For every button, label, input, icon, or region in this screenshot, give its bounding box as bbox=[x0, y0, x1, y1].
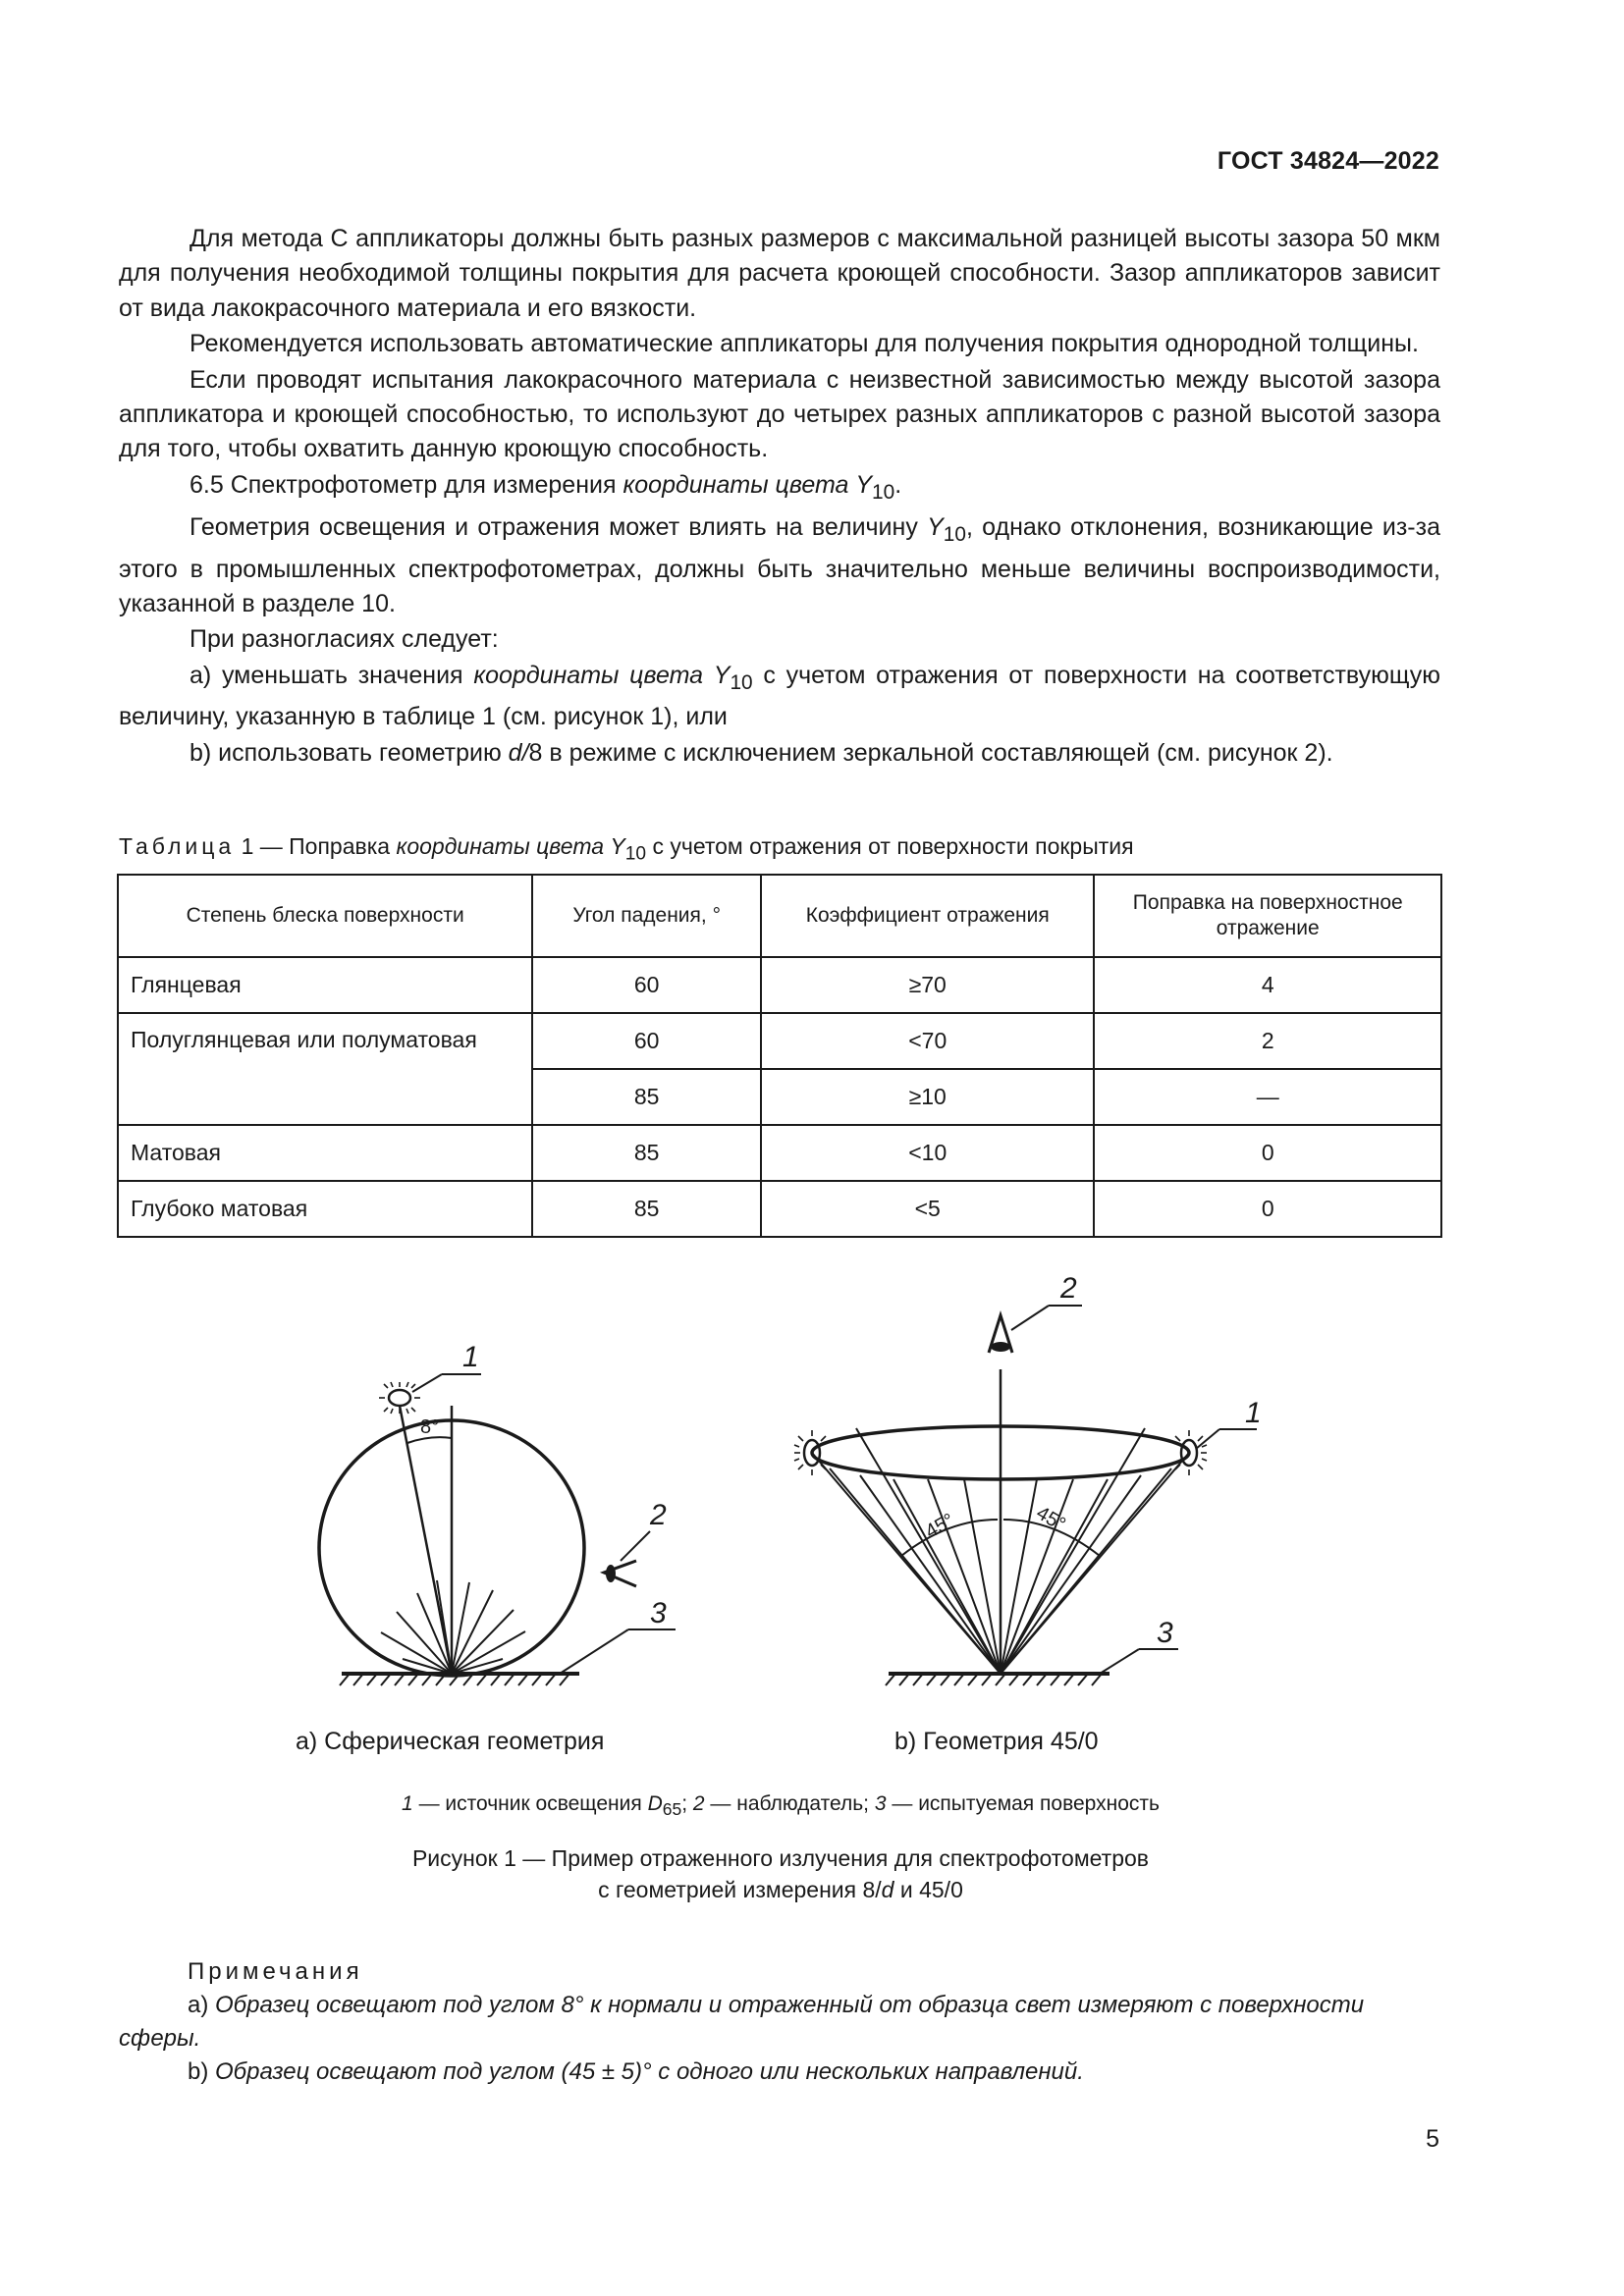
paragraph-method-c: Для метода С аппликаторы должны быть разных размеров с максимальной разницей высоты зазора 50 мкм для получения необходимой толщины покрытия для расчета кроющей способности. Зазор аппликаторов зависит от вида лакокрасочного материала и его вязкости. bbox=[119, 225, 1440, 322]
table-cell: Глянцевая bbox=[118, 957, 532, 1013]
observer-eye-icon bbox=[989, 1315, 1012, 1353]
reflection-fan-a bbox=[381, 1580, 525, 1674]
paragraph-6-5: 6.5 Спектрофотометр для измерения координаты цвета $Y_{10}$. bbox=[189, 470, 902, 504]
figure-legend: 1 — источник освещения $D_{65}$; 2 — наблюдатель; 3 — испытуемая поверхность bbox=[402, 1792, 1160, 1820]
angle-label-left: 45° bbox=[921, 1509, 958, 1543]
header-surface-correction: Поправка на поверхностное отражение bbox=[1094, 875, 1441, 957]
page-number: 5 bbox=[1426, 2125, 1439, 2153]
figure-title-line-1: Рисунок 1 — Пример отраженного излучения для спектрофотометров bbox=[411, 1845, 1150, 1871]
figure-title-line-2: с геометрией измерения 8/d и 45/0 bbox=[598, 1877, 963, 1902]
label-observer-a: 2 bbox=[650, 1499, 667, 1531]
paragraph-unknown-dependency: Если проводят испытания лакокрасочного материала с неизвестной зависимостью между высотой зазора аппликатора и кроющей способностью, то используют до четырех разных аппликаторов с разной высотой зазора для того, чтобы охватить данную кроющую способность. bbox=[119, 365, 1440, 463]
label-surface-b: 3 bbox=[1157, 1617, 1173, 1649]
table-cell: <70 bbox=[761, 1013, 1095, 1069]
label-surface-a: 3 bbox=[650, 1597, 667, 1629]
note-a: а) Образец освещают под углом 8° к нормали и отраженный от образца свет измеряют с поверхности сферы. bbox=[119, 1992, 1365, 2052]
leader-line bbox=[1100, 1649, 1139, 1674]
table-cell: Матовая bbox=[118, 1125, 532, 1181]
paragraph-disputes: При разногласиях следует: bbox=[189, 625, 499, 654]
light-source-icon bbox=[794, 1430, 826, 1475]
table-cell: ≥70 bbox=[761, 957, 1095, 1013]
paragraph-item-b: b) использовать геометрию d/8 в режиме с исключением зеркальной составляющей (см. рисунок 2). bbox=[189, 738, 1333, 767]
incident-ray-a bbox=[400, 1406, 452, 1674]
angle-arc-a bbox=[407, 1437, 452, 1443]
sphere-geometry-diagram bbox=[319, 1374, 676, 1685]
geometry-45-0-diagram bbox=[794, 1306, 1257, 1685]
header-incidence-angle: Угол падения, ° bbox=[532, 875, 761, 957]
figure-caption-a: а) Сферическая геометрия bbox=[296, 1728, 605, 1755]
table-cell: 85 bbox=[532, 1181, 761, 1237]
table-cell: <5 bbox=[761, 1181, 1095, 1237]
table-cell: 60 bbox=[532, 957, 761, 1013]
table-cell: 85 bbox=[532, 1125, 761, 1181]
paragraph-geometry: Геометрия освещения и отражения может влиять на величину $Y_{10}$, однако отклонения, возникающие из-за этого в промышленных спектрофотометрах, должны быть значительно меньше величины воспроизводимости, указанной в разделе 10. bbox=[119, 513, 1440, 618]
angle-label-a: 8° bbox=[420, 1416, 440, 1438]
table-cell: ≥10 bbox=[761, 1069, 1095, 1125]
label-source-b: 1 bbox=[1245, 1397, 1262, 1429]
document-header: ГОСТ 34824—2022 bbox=[1217, 147, 1439, 175]
leader-line bbox=[412, 1374, 442, 1392]
leader-line bbox=[560, 1629, 628, 1674]
paragraph-auto-applicators: Рекомендуется использовать автоматические аппликаторы для получения покрытия однородной толщины. bbox=[189, 330, 1419, 358]
table-cell: 4 bbox=[1094, 957, 1441, 1013]
leader-line bbox=[1011, 1306, 1049, 1330]
table-cell: 85 bbox=[532, 1069, 761, 1125]
table-cell: Полуглянцевая или полуматовая bbox=[118, 1013, 532, 1125]
table-cell: <10 bbox=[761, 1125, 1095, 1181]
label-source-a: 1 bbox=[462, 1341, 479, 1373]
figure-title bbox=[0, 1842, 1561, 1905]
notes-section bbox=[119, 1955, 1440, 2089]
table-cell: Глубоко матовая bbox=[118, 1181, 532, 1237]
angle-label-right: 45° bbox=[1032, 1502, 1069, 1536]
header-gloss-degree: Степень блеска поверхности bbox=[118, 875, 532, 957]
table-caption: Таблица 1 — Поправка координаты цвета $Y_{10}$ с учетом отражения от поверхности покрытия bbox=[119, 833, 1134, 865]
table-cell: 2 bbox=[1094, 1013, 1441, 1069]
label-observer-b: 2 bbox=[1060, 1272, 1077, 1305]
table-cell: 60 bbox=[532, 1013, 761, 1069]
table-cell: 0 bbox=[1094, 1125, 1441, 1181]
table-cell: — bbox=[1094, 1069, 1441, 1125]
figure-caption-b: b) Геометрия 45/0 bbox=[894, 1728, 1099, 1755]
paragraph-item-a: a) уменьшать значения координаты цвета $Y_{10}$ с учетом отражения от поверхности на соответствующую величину, указанную в таблице 1 (см. рисунок 1), или bbox=[119, 661, 1440, 731]
observer-eye-icon bbox=[604, 1561, 636, 1586]
light-source-icon bbox=[379, 1382, 420, 1414]
leader-line bbox=[621, 1531, 650, 1561]
light-source-icon bbox=[1175, 1430, 1207, 1475]
note-b: b) Образец освещают под углом (45 ± 5)° с одного или нескольких направлений. bbox=[188, 2058, 1084, 2085]
notes-title: Примечания bbox=[188, 1958, 363, 1985]
header-reflection-coefficient: Коэффициент отражения bbox=[761, 875, 1095, 957]
table-cell: 0 bbox=[1094, 1181, 1441, 1237]
